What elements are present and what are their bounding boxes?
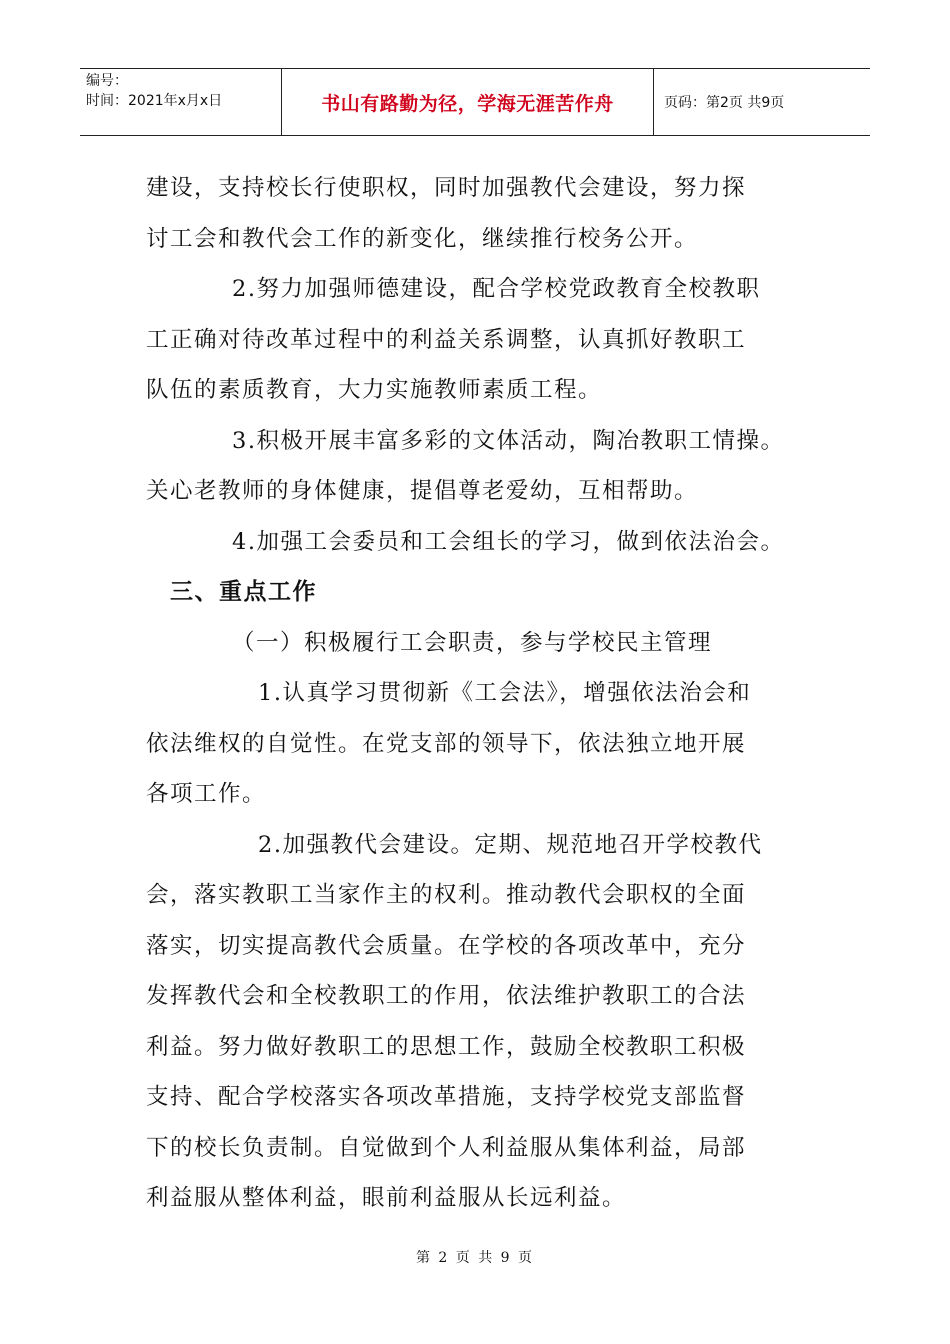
document-number-label: 编号： bbox=[86, 73, 128, 89]
page-footer: 第 2 页 共 9 页 bbox=[415, 1250, 535, 1266]
paragraph-line: 建设，支持校长行使职权，同时加强教代会建设，努力探 bbox=[146, 175, 747, 201]
document-time-label: 时间：2021年x月x日 bbox=[86, 93, 223, 109]
paragraph-line: 发挥教代会和全校教职工的作用，依法维护教职工的合法 bbox=[146, 983, 747, 1009]
paragraph-line: 依法维权的自觉性。在党支部的领导下，依法独立地开展 bbox=[146, 730, 747, 757]
page-header bbox=[80, 68, 870, 136]
paragraph-line: 4.加强工会委员和工会组长的学习，做到依法治会。 bbox=[232, 528, 785, 555]
paragraph-line: 工正确对待改革过程中的利益关系调整，认真抓好教职工 bbox=[146, 326, 747, 353]
paragraph-line: 3.积极开展丰富多彩的文体活动，陶冶教职工情操。 bbox=[232, 427, 785, 454]
paragraph-line: 会，落实教职工当家作主的权利。推动教代会职权的全面 bbox=[146, 882, 747, 908]
section-heading: 三、重点工作 bbox=[170, 579, 317, 605]
paragraph-line: 2.加强教代会建设。定期、规范地召开学校教代 bbox=[258, 831, 763, 858]
header-motto: 书山有路勤为径，学海无涯苦作舟 bbox=[321, 92, 614, 115]
paragraph-line: 队伍的素质教育，大力实施教师素质工程。 bbox=[146, 377, 603, 403]
header-page-info: 页码：第2页 共9页 bbox=[664, 95, 785, 111]
paragraph-line: 各项工作。 bbox=[146, 781, 267, 807]
paragraph-line: 1.认真学习贯彻新《工会法》，增强依法治会和 bbox=[258, 680, 752, 706]
header-motto-cell bbox=[282, 69, 654, 135]
paragraph-line: 利益服从整体利益，眼前利益服从长远利益。 bbox=[146, 1185, 627, 1211]
paragraph-line: 下的校长负责制。自觉做到个人利益服从集体利益，局部 bbox=[146, 1134, 747, 1161]
paragraph-line: 落实，切实提高教代会质量。在学校的各项改革中，充分 bbox=[146, 932, 747, 959]
paragraph-line: 讨工会和教代会工作的新变化，继续推行校务公开。 bbox=[146, 225, 699, 252]
document-body bbox=[146, 163, 826, 1224]
header-meta bbox=[80, 69, 282, 135]
subsection-heading: （一）积极履行工会职责，参与学校民主管理 bbox=[232, 629, 713, 656]
paragraph-line: 支持、配合学校落实各项改革措施，支持学校党支部监督 bbox=[146, 1084, 747, 1110]
paragraph-line: 2.努力加强师德建设，配合学校党政教育全校教职 bbox=[232, 276, 761, 302]
paragraph-line: 关心老教师的身体健康，提倡尊老爱幼，互相帮助。 bbox=[146, 478, 699, 504]
paragraph-line: 利益。努力做好教职工的思想工作，鼓励全校教职工积极 bbox=[146, 1033, 747, 1060]
